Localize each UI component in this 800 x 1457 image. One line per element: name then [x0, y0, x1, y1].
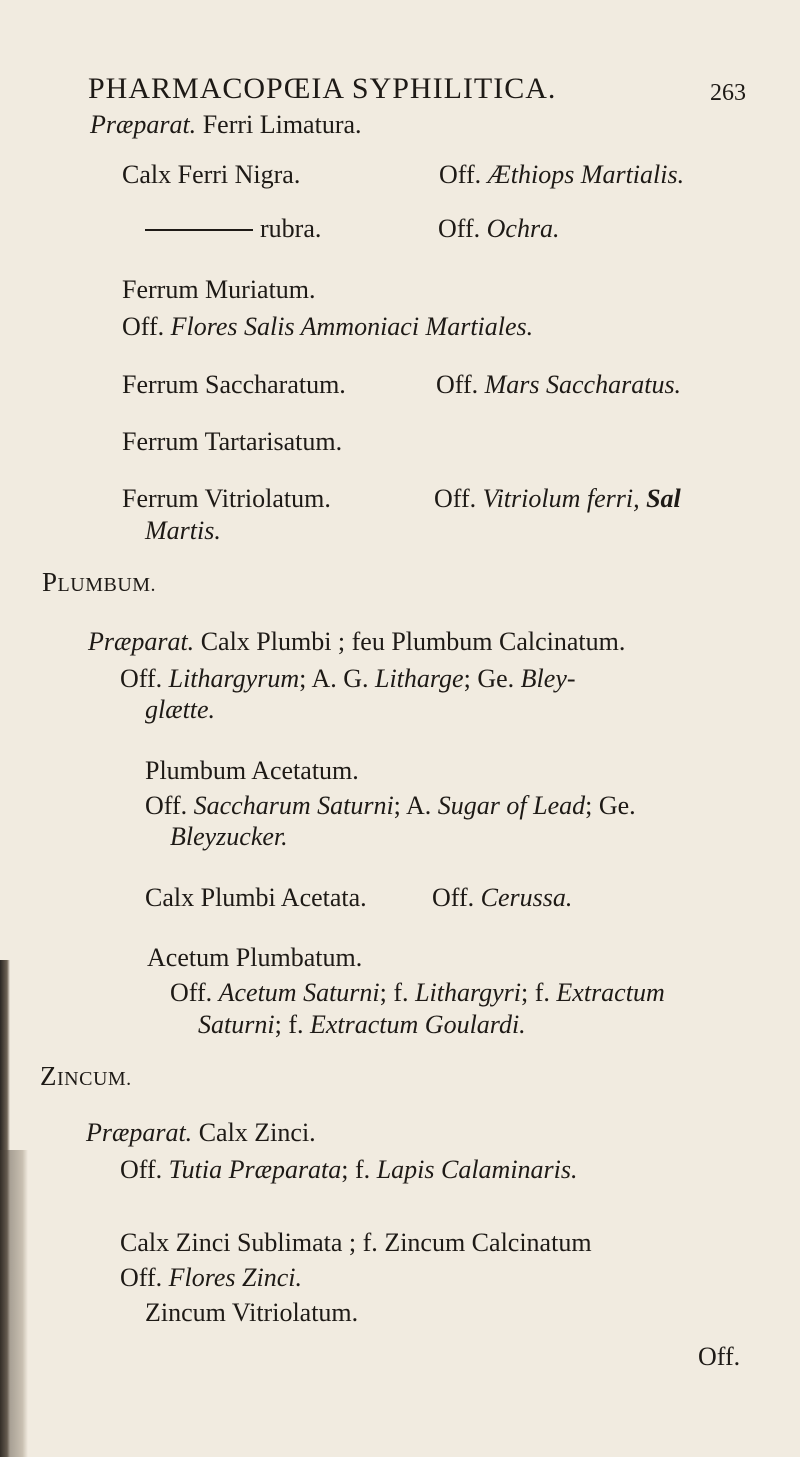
calx-zinci-sublimata: Calx Zinci Sublimata ; f. Zincum Calcinatum	[120, 1228, 592, 1257]
ferrum-muriatum: Ferrum Muriatum.	[122, 275, 316, 304]
ferrum-saccharatum-off: Off. Mars Saccharatus.	[436, 370, 682, 399]
praeparat-text: Ferri Limatura.	[202, 110, 362, 139]
acetum-plumbatum-off: Off. Acetum Saturni; f. Lithargyri; f. Extractum	[170, 978, 665, 1007]
zincum-off-line: Off. Tutia Præparata; f. Lapis Calaminaris.	[120, 1155, 578, 1184]
ferrum-vitriolatum-off-cont: Martis.	[145, 516, 221, 545]
plumbum-praeparat: Præparat. Calx Plumbi ; feu Plumbum Calcinatum.	[88, 627, 626, 656]
zincum-praeparat: Præparat. Calx Zinci.	[86, 1118, 316, 1147]
running-header: PHARMACOPŒIA SYPHILITICA.	[88, 72, 557, 105]
calx-zinci-sublimata-off: Off. Flores Zinci.	[120, 1263, 302, 1292]
plumbum-off-line-cont: glætte.	[145, 695, 216, 724]
calx-ferri-rubra-off: Off. Ochra.	[438, 214, 560, 243]
plumbum-acetatum-off: Off. Saccharum Saturni; A. Sugar of Lead; Ge.	[145, 791, 636, 820]
calx-ferri-nigra-off: Off. Æthiops Martialis.	[439, 160, 685, 189]
ferrum-tartarisatum: Ferrum Tartarisatum.	[122, 427, 343, 456]
catchword: Off.	[698, 1342, 741, 1371]
plumbum-off-line: Off. Lithargyrum; A. G. Litharge; Ge. Bley-	[120, 664, 576, 693]
binding-shadow-light	[0, 1150, 28, 1457]
calx-plumbi-acetata: Calx Plumbi Acetata.	[145, 883, 367, 912]
zincum-vitriolatum: Zincum Vitriolatum.	[145, 1298, 359, 1327]
praeparat-label: Præparat.	[90, 110, 197, 139]
acetum-plumbatum-off-cont: Saturni; f. Extractum Goulardi.	[198, 1010, 526, 1039]
calx-ferri-nigra: Calx Ferri Nigra.	[122, 160, 301, 189]
acetum-plumbatum: Acetum Plumbatum.	[147, 943, 363, 972]
ferrum-vitriolatum: Ferrum Vitriolatum.	[122, 484, 331, 513]
ferrum-muriatum-off: Off. Flores Salis Ammoniaci Martiales.	[122, 312, 534, 341]
plumbum-acetatum-off-cont: Bleyzucker.	[170, 822, 288, 851]
ditto-dash	[145, 229, 253, 231]
calx-plumbi-acetata-off: Off. Cerussa.	[432, 883, 573, 912]
calx-ferri-rubra: rubra.	[260, 214, 322, 243]
page-number: 263	[710, 80, 746, 106]
ferrum-vitriolatum-off: Off. Vitriolum ferri, Sal	[434, 484, 681, 513]
plumbum-acetatum: Plumbum Acetatum.	[145, 756, 359, 785]
ferrum-praeparat	[90, 110, 362, 140]
section-heading-zincum: ZINCUM.	[40, 1061, 132, 1091]
ferrum-saccharatum: Ferrum Saccharatum.	[122, 370, 346, 399]
section-heading-plumbum: PLUMBUM.	[42, 567, 157, 597]
